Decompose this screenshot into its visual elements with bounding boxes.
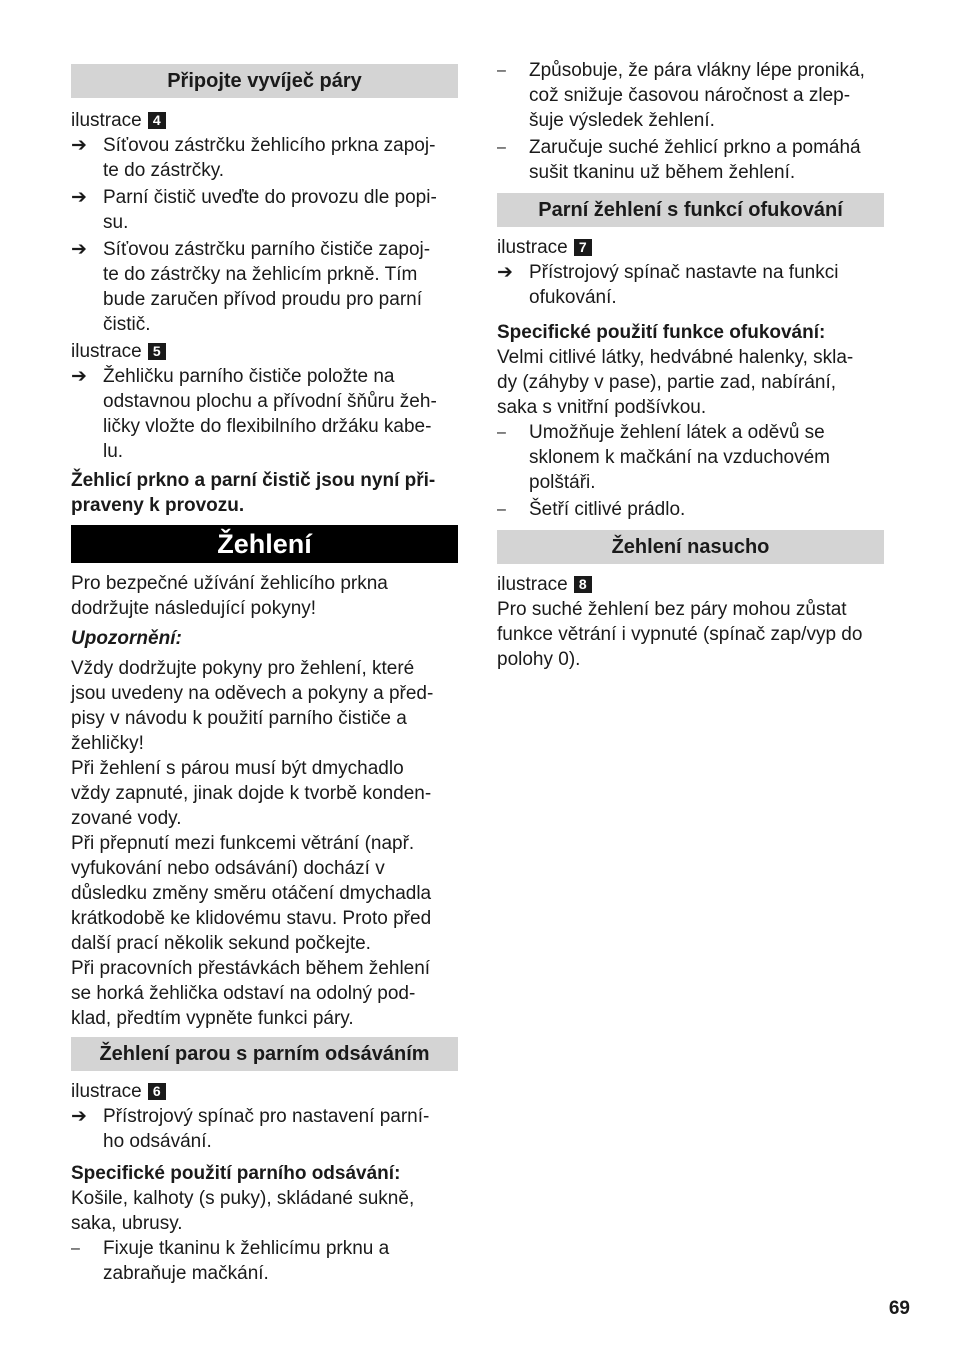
benefit-list (497, 420, 884, 522)
illustration-label: ilustrace (71, 110, 142, 131)
specific-use-text (71, 1186, 458, 1236)
text-line: te do zástrčky. (103, 160, 225, 181)
arrow-list-item (71, 185, 458, 235)
text-line: praveny k provozu. (71, 495, 245, 516)
text-line: odstavnou plochu a přívodní šňůru žeh- (103, 391, 437, 412)
text-line: sklonem k mačkání na vzduchovém (529, 447, 830, 468)
illustration-number: 6 (148, 1083, 166, 1100)
text-line: sušit tkaninu už během žehlení. (529, 162, 796, 183)
section-heading-dry-ironing: Žehlení nasucho (497, 530, 884, 564)
arrow-right-icon: ➔ (497, 262, 513, 283)
text-line: další prací několik sekund počkejte. (71, 933, 371, 954)
arrow-right-icon: ➔ (71, 239, 87, 260)
arrow-right-icon: ➔ (71, 187, 87, 208)
text-line: šuje výsledek žehlení. (529, 110, 715, 131)
text-line: bude zaručen přívod proudu pro parní (103, 289, 422, 310)
text-line: jsou uvedeny na oděvech a pokyny a před- (71, 683, 434, 704)
text-line: klad, předtím vypněte funkci páry. (71, 1008, 354, 1029)
arrow-list-item (497, 260, 884, 310)
main-heading-ironing: Žehlení (71, 525, 458, 563)
illustration-ref (71, 108, 458, 133)
illustration-label: ilustrace (71, 1081, 142, 1102)
text-line: Při přepnutí mezi funkcemi větrání (např. (71, 833, 415, 854)
item-text (103, 135, 435, 181)
item-text (103, 366, 437, 462)
text-line: ofukování. (529, 287, 617, 308)
text-line: lu. (103, 441, 124, 462)
illustration-ref (71, 1079, 458, 1104)
illustration-number: 7 (574, 239, 592, 256)
text-line: zabraňuje mačkání. (103, 1263, 269, 1284)
text-line: Velmi citlivé látky, hedvábné halenky, skla- (497, 347, 854, 368)
item-text (103, 239, 430, 335)
specific-use-label: Specifické použití parního odsávání: (71, 1163, 401, 1184)
text-line: Síťovou zástrčku parního čističe zapoj- (103, 239, 431, 260)
text-line: Přístrojový spínač pro nastavení parní- (103, 1106, 430, 1127)
dash-bullet-icon: – (497, 139, 506, 156)
illustration-number: 8 (574, 576, 592, 593)
illustration-label: ilustrace (497, 237, 568, 258)
dash-bullet-icon: – (497, 62, 506, 79)
benefit-list (497, 58, 884, 185)
text-line: vždy zapnuté, jinak dojde k tvorbě konden- (71, 783, 432, 804)
text-line: dodržujte následující pokyny! (71, 598, 317, 619)
item-text (103, 1106, 429, 1152)
benefit-list (71, 1236, 458, 1286)
text-line: Způsobuje, že pára vlákny lépe proniká, (529, 60, 865, 81)
item-text (103, 1238, 389, 1284)
text-line: Šetří citlivé prádlo. (529, 499, 686, 520)
text-line: Síťovou zástrčku žehlicího prkna zapoj- (103, 135, 436, 156)
dash-bullet-icon: – (71, 1240, 80, 1257)
dash-list-item (497, 420, 884, 495)
text-line: zované vody. (71, 808, 182, 829)
text-line: ho odsávání. (103, 1131, 212, 1152)
section-heading-steam-suction: Žehlení parou s parním odsáváním (71, 1037, 458, 1071)
text-line: Vždy dodržujte pokyny pro žehlení, které (71, 658, 415, 679)
text-line: Při pracovních přestávkách během žehlení (71, 958, 431, 979)
dash-bullet-icon: – (497, 424, 506, 441)
specific-use-text (497, 345, 884, 420)
instruction-list (497, 260, 884, 310)
text-line: polohy 0). (497, 649, 581, 670)
illustration-number: 4 (148, 112, 166, 129)
text-line: su. (103, 212, 129, 233)
text-line: dy (záhyby v pase), partie zad, nabírání, (497, 372, 837, 393)
intro-text (71, 571, 458, 621)
left-column (71, 64, 458, 1286)
illustration-ref (497, 235, 884, 260)
section-heading-connect: Připojte vyvíječ páry (71, 64, 458, 98)
text-line: důsledku změny směru otáčení dmychadla (71, 883, 432, 904)
text-line: Umožňuje žehlení látek a oděvů se (529, 422, 825, 443)
text-line: Žehličku parního čističe položte na (103, 366, 395, 387)
item-text (529, 60, 865, 131)
text-line: Fixuje tkaninu k žehlicímu prknu a (103, 1238, 390, 1259)
arrow-right-icon: ➔ (71, 366, 87, 387)
text-line: ličky vložte do flexibilního držáku kabe- (103, 416, 432, 437)
arrow-list-item (71, 364, 458, 464)
illustration-ref (497, 572, 884, 597)
dash-list-item (497, 497, 884, 522)
dry-ironing-text (497, 597, 884, 672)
illustration-ref (71, 339, 458, 364)
instruction-list (71, 364, 458, 464)
item-text (529, 422, 830, 493)
arrow-list-item (71, 133, 458, 183)
text-line: polštáři. (529, 472, 596, 493)
text-line: te do zástrčky na žehlicím prkně. Tím (103, 264, 418, 285)
text-line: saka s vnitřní podšívkou. (497, 397, 707, 418)
dash-list-item (71, 1236, 458, 1286)
item-text (529, 499, 685, 520)
item-text (529, 262, 838, 308)
illustration-number: 5 (148, 343, 166, 360)
text-line: krátkodobě ke klidovému stavu. Proto před (71, 908, 432, 929)
dash-list-item (497, 135, 884, 185)
text-line: saka, ubrusy. (71, 1213, 183, 1234)
text-line: čistič. (103, 314, 151, 335)
text-line: Pro suché žehlení bez páry mohou zůstat (497, 599, 847, 620)
illustration-label: ilustrace (71, 341, 142, 362)
dash-bullet-icon: – (497, 501, 506, 518)
ready-note (71, 468, 458, 518)
item-text (103, 187, 437, 233)
text-line: Košile, kalhoty (s puky), skládané sukně, (71, 1188, 415, 1209)
text-line: Zaručuje suché žehlicí prkno a pomáhá (529, 137, 861, 158)
text-line: se horká žehlička odstaví na odolný pod- (71, 983, 416, 1004)
text-line: Při žehlení s párou musí být dmychadlo (71, 758, 404, 779)
text-line: Žehlicí prkno a parní čistič jsou nyní při- (71, 470, 436, 491)
illustration-label: ilustrace (497, 574, 568, 595)
warning-text (71, 656, 458, 1031)
text-line: vyfukování nebo odsávání) dochází v (71, 858, 385, 879)
dash-list-item (497, 58, 884, 133)
instruction-list (71, 133, 458, 337)
page-number: 69 (888, 1298, 910, 1319)
arrow-list-item (71, 1104, 458, 1154)
item-text (529, 137, 861, 183)
specific-use-label: Specifické použití funkce ofukování: (497, 322, 826, 343)
right-column (497, 58, 884, 672)
section-heading-steam-blow: Parní žehlení s funkcí ofukování (497, 193, 884, 227)
text-line: funkce větrání i vypnuté (spínač zap/vyp do (497, 624, 863, 645)
text-line: což snižuje časovou náročnost a zlep- (529, 85, 851, 106)
text-line: pisy v návodu k použití parního čističe a (71, 708, 407, 729)
text-line: Parní čistič uveďte do provozu dle popi- (103, 187, 437, 208)
instruction-list (71, 1104, 458, 1154)
arrow-right-icon: ➔ (71, 135, 87, 156)
text-line: Přístrojový spínač nastavte na funkci (529, 262, 839, 283)
warning-label: Upozornění: (71, 628, 182, 649)
arrow-list-item (71, 237, 458, 337)
text-line: Pro bezpečné užívání žehlicího prkna (71, 573, 388, 594)
arrow-right-icon: ➔ (71, 1106, 87, 1127)
text-line: žehličky! (71, 733, 144, 754)
